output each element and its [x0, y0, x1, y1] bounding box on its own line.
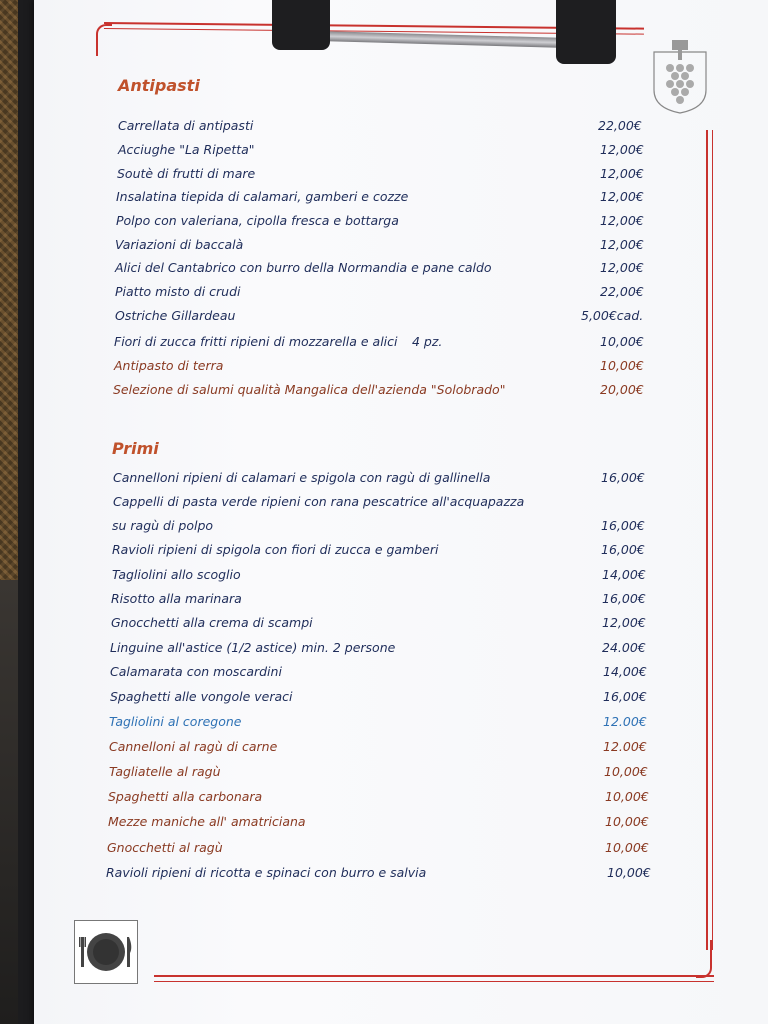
item-price: 12.00€ [603, 739, 647, 754]
item-price: 12,00€ [600, 189, 644, 204]
item-price: 10,00€ [600, 334, 644, 349]
menu-item [118, 142, 648, 164]
menu-item [112, 518, 648, 540]
item-price: 10,00€ [605, 789, 649, 804]
item-name: Mezze maniche all' amatriciana [108, 814, 306, 829]
item-name: Cappelli di pasta verde ripieni con rana pescatrice all'acquapazza [113, 494, 525, 509]
item-price: 12,00€ [600, 213, 644, 228]
item-price: 16,00€ [603, 689, 647, 704]
item-name: Cannelloni ripieni di calamari e spigola con ragù di gallinella [113, 470, 491, 485]
menu-item [114, 334, 648, 356]
item-name: Spaghetti alle vongole veraci [110, 689, 293, 704]
item-name: Ravioli ripieni di spigola con fiori di zucca e gamberi [112, 542, 439, 557]
item-name: Cannelloni al ragù di carne [109, 739, 278, 754]
item-price: 10,00€ [605, 840, 649, 855]
menu-item [109, 739, 648, 761]
menu-item [113, 470, 648, 492]
menu-item [118, 118, 648, 140]
item-name: Tagliatelle al ragù [109, 764, 221, 779]
item-name: Polpo con valeriana, cipolla fresca e bottarga [116, 213, 399, 228]
menu-item [117, 166, 647, 188]
item-price: 10,00€ [600, 358, 644, 373]
menu-item [109, 714, 648, 736]
item-name: Gnocchetti al ragù [107, 840, 223, 855]
menu-item [110, 640, 648, 662]
item-name: Soutè di frutti di mare [117, 166, 256, 181]
item-price: 12,00€ [600, 237, 644, 252]
item-name: Piatto misto di crudi [115, 284, 241, 299]
menu-item [111, 591, 648, 613]
item-name: Acciughe "La Ripetta" [118, 142, 255, 157]
item-price: 16,00€ [601, 542, 645, 557]
item-price: 5,00€cad. [581, 308, 644, 323]
menu-item [112, 542, 648, 564]
item-name: Variazioni di baccalà [115, 237, 244, 252]
section-title-antipasti: Antipasti [118, 76, 200, 95]
menu-item [116, 189, 648, 211]
item-name: Risotto alla marinara [111, 591, 242, 606]
menu-item [115, 284, 648, 306]
item-name: Antipasto di terra [114, 358, 224, 373]
menu-item [114, 358, 648, 380]
menu-item [110, 664, 648, 686]
menu-item [106, 865, 651, 887]
menu-item [115, 308, 648, 330]
menu-item [113, 494, 648, 516]
item-price: 22,00€ [600, 284, 644, 299]
item-name: Tagliolini allo scoglio [112, 567, 241, 582]
item-price: 10,00€ [604, 764, 648, 779]
menu-item [110, 689, 648, 711]
item-name: Tagliolini al coregone [109, 714, 242, 729]
item-name: Ravioli ripieni di ricotta e spinaci con burro e salvia [106, 865, 427, 880]
menu-item [115, 260, 648, 282]
item-price: 24.00€ [602, 640, 646, 655]
item-name: Carrellata di antipasti [118, 118, 254, 133]
item-price: 16,00€ [601, 518, 645, 533]
item-price: 10,00€ [605, 814, 649, 829]
item-name: Calamarata con moscardini [110, 664, 282, 679]
item-price: 10,00€ [607, 865, 651, 880]
menu-item [108, 814, 648, 836]
item-quantity: 4 pz. [412, 334, 443, 349]
menu-item [115, 237, 648, 259]
item-name: su ragù di polpo [112, 518, 214, 533]
section-title-primi: Primi [112, 439, 159, 458]
item-name: Gnocchetti alla crema di scampi [111, 615, 313, 630]
item-price: 12,00€ [600, 166, 644, 181]
menu-item [108, 789, 648, 811]
item-price: 20,00€ [600, 382, 644, 397]
item-price: 14,00€ [603, 664, 647, 679]
item-price: 12,00€ [602, 615, 646, 630]
menu-item [113, 382, 648, 404]
item-price: 22,00€ [598, 118, 642, 133]
item-price: 12.00€ [603, 714, 647, 729]
item-name: Insalatina tiepida di calamari, gamberi e cozze [116, 189, 409, 204]
menu-item [109, 764, 648, 786]
menu-item [107, 840, 648, 862]
item-name: Linguine all'astice (1/2 astice) min. 2 persone [110, 640, 396, 655]
item-price: 16,00€ [602, 591, 646, 606]
item-price: 16,00€ [601, 470, 645, 485]
item-name: Alici del Cantabrico con burro della Normandia e pane caldo [115, 260, 492, 275]
item-price: 12,00€ [600, 260, 644, 275]
item-price: 14,00€ [602, 567, 646, 582]
menu-item [111, 615, 648, 637]
menu-item [112, 567, 648, 589]
item-name: Selezione di salumi qualità Mangalica dell'azienda "Solobrado" [113, 382, 506, 397]
item-name: Ostriche Gillardeau [115, 308, 236, 323]
menu-item [116, 213, 648, 235]
item-price: 12,00€ [600, 142, 644, 157]
item-name: Fiori di zucca fritti ripieni di mozzarella e alici [114, 334, 398, 349]
item-name: Spaghetti alla carbonara [108, 789, 263, 804]
